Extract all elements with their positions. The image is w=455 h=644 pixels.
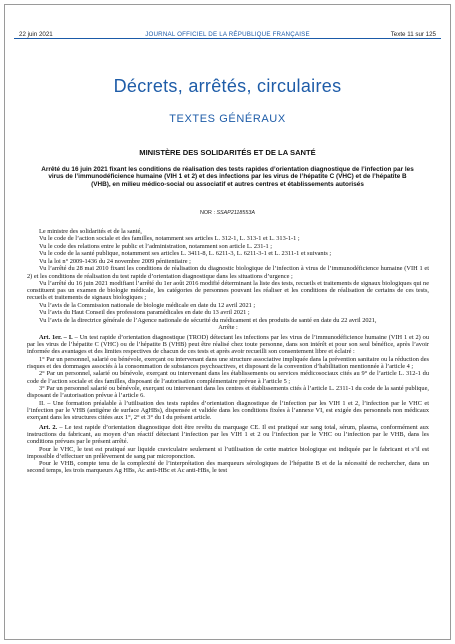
paragraph-text: Vu le code des relations entre le public et l’administration, notamment son article L. 231-1 ; — [39, 242, 273, 250]
paragraph-text: Vu la loi n° 2009-1436 du 24 novembre 2009 pénitentiaire ; — [39, 257, 191, 265]
nor-label: NOR : — [199, 210, 215, 216]
running-header — [19, 31, 436, 43]
paragraph-text: 3° Par un personnel salarié ou bénévole, exerçant ou intervenant dans les centres et établissements cités à l’article L. 2311-1 du code de la santé publique, disposant de l’autorisation prévue à l’article 6. — [27, 385, 429, 400]
body-paragraph — [27, 324, 429, 331]
section-title: Décrets, arrêtés, circulaires — [113, 76, 342, 96]
body-paragraph — [27, 317, 429, 324]
body-paragraph — [27, 280, 429, 301]
sub-title: TEXTES GÉNÉRAUX — [169, 113, 286, 125]
arrete-title: Arrêté du 16 juin 2021 fixant les conditions de réalisation des tests rapides d’orientation diagnostique de l’infection par les virus de l’immunodéficience humaine (VIH 1 et 2) et des infections par les virus de l’hépatite C (VHC) et de l’hépatite B (VHB), en milieu médico-social ou associatif et autres centres et établissements autorisés — [41, 166, 414, 188]
paragraph-text: – Un test rapide d’orientation diagnostique (TROD) détectant les infections par les virus de l’immunodéficience humaine (VIH 1 et 2) ou par les virus de l’hépatite C (VHC) ou de l’hépatite B (VHB) peut être réalisé chez toute personne, dans son intérêt et pour son seul bénéfice, après l’avoir informée des avantages et des limites respectives de chacun de ces tests et après avoir recueilli son consentement libre et éclairé : — [27, 334, 429, 356]
body-paragraph — [27, 400, 429, 421]
body-paragraph — [27, 309, 429, 316]
paragraph-text: Vu l’arrêté du 28 mai 2010 fixant les conditions de réalisation du diagnostic biologique de l’infection à virus de l’immunodéficience humaine (VIH 1 et 2) et les conditions de réalisation du test rapide d’orientation diagnostique dans les situations d’urgence ; — [27, 265, 429, 280]
body-paragraph — [27, 250, 429, 257]
paragraph-text: Vu le code de la santé publique, notamment ses articles L. 3411-8, L. 6211-3, L. 6211-3-1 et L. 2311-1 et suivants ; — [39, 250, 332, 258]
paragraph-text: Vu l’arrêté du 16 juin 2021 modifiant l’arrêté du 1er août 2016 modifié déterminant la liste des tests, recueils et traitements de signaux biologiques qui ne constituent pas un examen de biologie médicale, les catégories de personnes pouvant les réaliser et les conditions de réalisation de certains de ces tests, recueils et traitements de signaux biologiques ; — [27, 280, 430, 302]
paragraph-text: Vu l’avis de la directrice générale de l’Agence nationale de sécurité du médicament et des produits de santé en date du 22 avril 2021, — [39, 316, 377, 324]
body-paragraph — [27, 460, 429, 474]
header-date: 22 juin 2021 — [19, 31, 53, 38]
paragraph-text: 2° Par un personnel, salarié ou bénévole, exerçant ou intervenant dans les établissements ou services médicosociaux cités au 9° de l’article L. 312-1 du code de l’action sociale et des familles, disposant de l’autorisation complémentaire prévue à l’article 5 ; — [27, 370, 429, 385]
paragraph-text: Vu l’avis de la Commission nationale de biologie médicale en date du 12 avril 2021 ; — [39, 301, 256, 309]
paragraph-text: Le ministre des solidarités et de la santé, — [39, 228, 142, 235]
body-paragraph — [27, 446, 429, 460]
document-body — [27, 225, 429, 475]
header-journal: JOURNAL OFFICIEL DE LA RÉPUBLIQUE FRANÇAISE — [145, 31, 310, 38]
paragraph-text: Pour le VHC, le test est pratiqué sur liquide craviculaire seulement si l’utilisation de cette matrice biologique est indiquée par le fabricant et s’il est impossible d’effectuer un prélèvement de sang par microponction. — [27, 445, 429, 460]
nor-reference — [0, 210, 455, 216]
paragraph-text: II. – Une formation préalable à l’utilisation des tests rapides d’orientation diagnostique de l’infection par les VIH 1 et 2, l’infection par le VHC et l’infection par le VHB (antigène de surface AgHBs), dispensée et validée dans les conditions fixées à l’annexe VI, est exigée des personnels non médicaux exerçant dans les structures citées aux 1°, 2° et 3° du I du présent article. — [27, 399, 429, 421]
article-number: Art. 2. — [39, 423, 58, 431]
ministry-heading: MINISTÈRE DES SOLIDARITÉS ET DE LA SANTÉ — [139, 148, 316, 157]
body-paragraph — [27, 235, 429, 242]
paragraph-text: 1° Par un personnel, salarié ou bénévole, exerçant ou intervenant dans une structure associative impliquée dans la prévention sanitaire ou la réduction des risques et des dommages associés à la consommation de substances psychoactives, et disposant de la convention d’habilitation mentionnée à l’article 4 ; — [27, 355, 429, 370]
article-number: Art. 1er. – I. — [39, 334, 73, 342]
paragraph-text: Pour le VHB, compte tenu de la complexité de l’interprétation des marqueurs sérologiques de l’hépatite B et de la nécessité de rechercher, dans un second temps, les trois marqueurs Ag HBs, Ac anti-HBc et Ac anti-HBs, le test — [27, 460, 429, 475]
body-paragraph — [27, 258, 429, 265]
paragraph-text: Vu le code de l’action sociale et des familles, notamment ses articles L. 312-1, L. 313-1 et L. 313-1-1 ; — [39, 235, 300, 243]
body-paragraph — [27, 228, 429, 235]
body-paragraph — [27, 334, 429, 355]
body-paragraph — [27, 424, 429, 445]
paragraph-text: Arrête : — [218, 324, 238, 332]
body-paragraph — [27, 356, 429, 370]
body-paragraph — [27, 385, 429, 399]
body-paragraph — [27, 265, 429, 279]
paragraph-text: Vu l’avis du Haut Conseil des professions paramédicales en date du 13 avril 2021 ; — [39, 309, 250, 317]
nor-code: SSAP2118553A — [216, 210, 256, 216]
header-divider — [14, 38, 441, 39]
header-texte-count: Texte 11 sur 125 — [390, 31, 436, 38]
paragraph-text: – Le test rapide d’orientation diagnostique doit être revêtu du marquage CE. Il est pratiqué sur sang total, sérum, plasma, conformément aux instructions du fabricant, au moyen d’un réactif détectant l’infection par les VIH 1 et 2 ou l’infection par le VHC ou l’infection par le VHB, dans les conditions prévues par le présent arrêté. — [27, 423, 429, 446]
body-paragraph — [27, 302, 429, 309]
body-paragraph — [27, 370, 429, 384]
body-paragraph — [27, 243, 429, 250]
